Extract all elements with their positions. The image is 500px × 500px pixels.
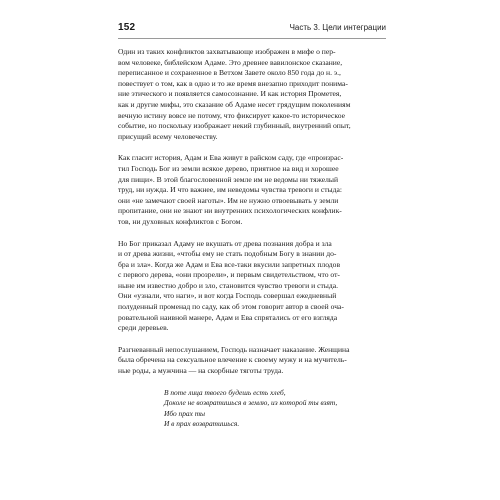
text-line: пропитание, они не знают ни внутренних психологических конфлик-: [118, 206, 342, 216]
verse-line: И в прах возвратишься.: [164, 419, 240, 429]
text-line: тил Господь Бог из земли всякое дерево, приятное на вид и хорошее: [118, 163, 339, 173]
verse-line: Доколе не возвратишься в землю, из которой ты взят,: [164, 398, 338, 408]
text-line: и от древа жизни, «чтобы ему не стать подобным Богу в знании до-: [118, 249, 337, 259]
text-line: для пищи». В этой благословенной земле им не ведомы ни тяжелый: [118, 174, 339, 184]
paragraph-3: [118, 239, 386, 334]
running-head: Часть 3. Цели интеграции: [289, 23, 386, 32]
text-line: они «не замечают своей наготы». Им не нужно отвоевывать у земли: [118, 195, 339, 205]
text-line: ние этического и появляется самосознание. И как история Прометея,: [118, 89, 342, 99]
text-line: событие, но поскольку изображает некий глубинный, внутренний опыт,: [118, 121, 351, 131]
paragraph-4: [118, 345, 386, 377]
text-line: как и другие мифы, это сказание об Адаме несет грядущим поколениям: [118, 99, 351, 109]
verse-line: В поте лица твоего будешь есть хлеб,: [164, 387, 286, 397]
text-line: вечную истину вовсе не потому, что фиксирует какое-то историческое: [118, 110, 345, 120]
paragraph-1: [118, 47, 386, 142]
text-line: переписанное и сохраненное в Ветхом Завете около 850 года до н. э.,: [118, 68, 341, 78]
text-line: бра и зла». Когда же Адам и Ева все-таки вкусили запретных плодов: [118, 259, 341, 269]
verse-line: Ибо прах ты: [164, 408, 206, 418]
text-line: присущий всему человечеству.: [118, 131, 218, 141]
page-header: [118, 22, 386, 38]
page-number: 152: [118, 22, 136, 33]
text-line: Как гласит история, Адам и Ева живут в райском саду, где «произрас-: [118, 153, 344, 163]
text-line: с первого дерева, «они прозрели», и первым свидетельством, что от-: [118, 270, 340, 280]
paragraph-2: [118, 153, 386, 227]
text-line: Разгневанный непослушанием, Господь назначает наказание. Женщина: [118, 344, 350, 354]
text-line: Но Бог приказал Адаму не вкушать от древа познания добра и зла: [118, 238, 332, 248]
text-line: труд, ни нужда. И что важнее, им неведомы чувства тревоги и стыда:: [118, 185, 342, 195]
text-line: была обречена на сексуальное влечение к своему мужу и на мучитель-: [118, 355, 347, 365]
body-text: [118, 47, 386, 430]
text-line: тов, ни духовных конфликтов с Богом.: [118, 216, 243, 226]
header-rule: [118, 38, 386, 39]
text-line: повествует о том, как в одно и то же время внезапно приходит понима-: [118, 78, 348, 88]
verse-quote: [164, 388, 386, 430]
text-line: Они «узнали, что наги», и вот когда Господь совершал ежедневный: [118, 291, 337, 301]
text-line: Один из таких конфликтов захватывающе изображен в мифе о пер-: [118, 47, 336, 56]
text-line: ныне им известно добро и зло, становится чувство тревоги и стыда.: [118, 280, 339, 290]
text-line: среди деревьев.: [118, 323, 169, 333]
text-line: ровательной наивной манере, Адам и Ева спрятались от его взгляда: [118, 312, 338, 322]
text-line: вом человеке, библейском Адаме. Это древнее вавилонское сказание,: [118, 57, 343, 67]
text-line: полуденный променад по саду, как об этом говорит автор в своей оча-: [118, 302, 344, 312]
text-line: ные роды, а мужчина — на скорбные тяготы труда.: [118, 366, 284, 376]
